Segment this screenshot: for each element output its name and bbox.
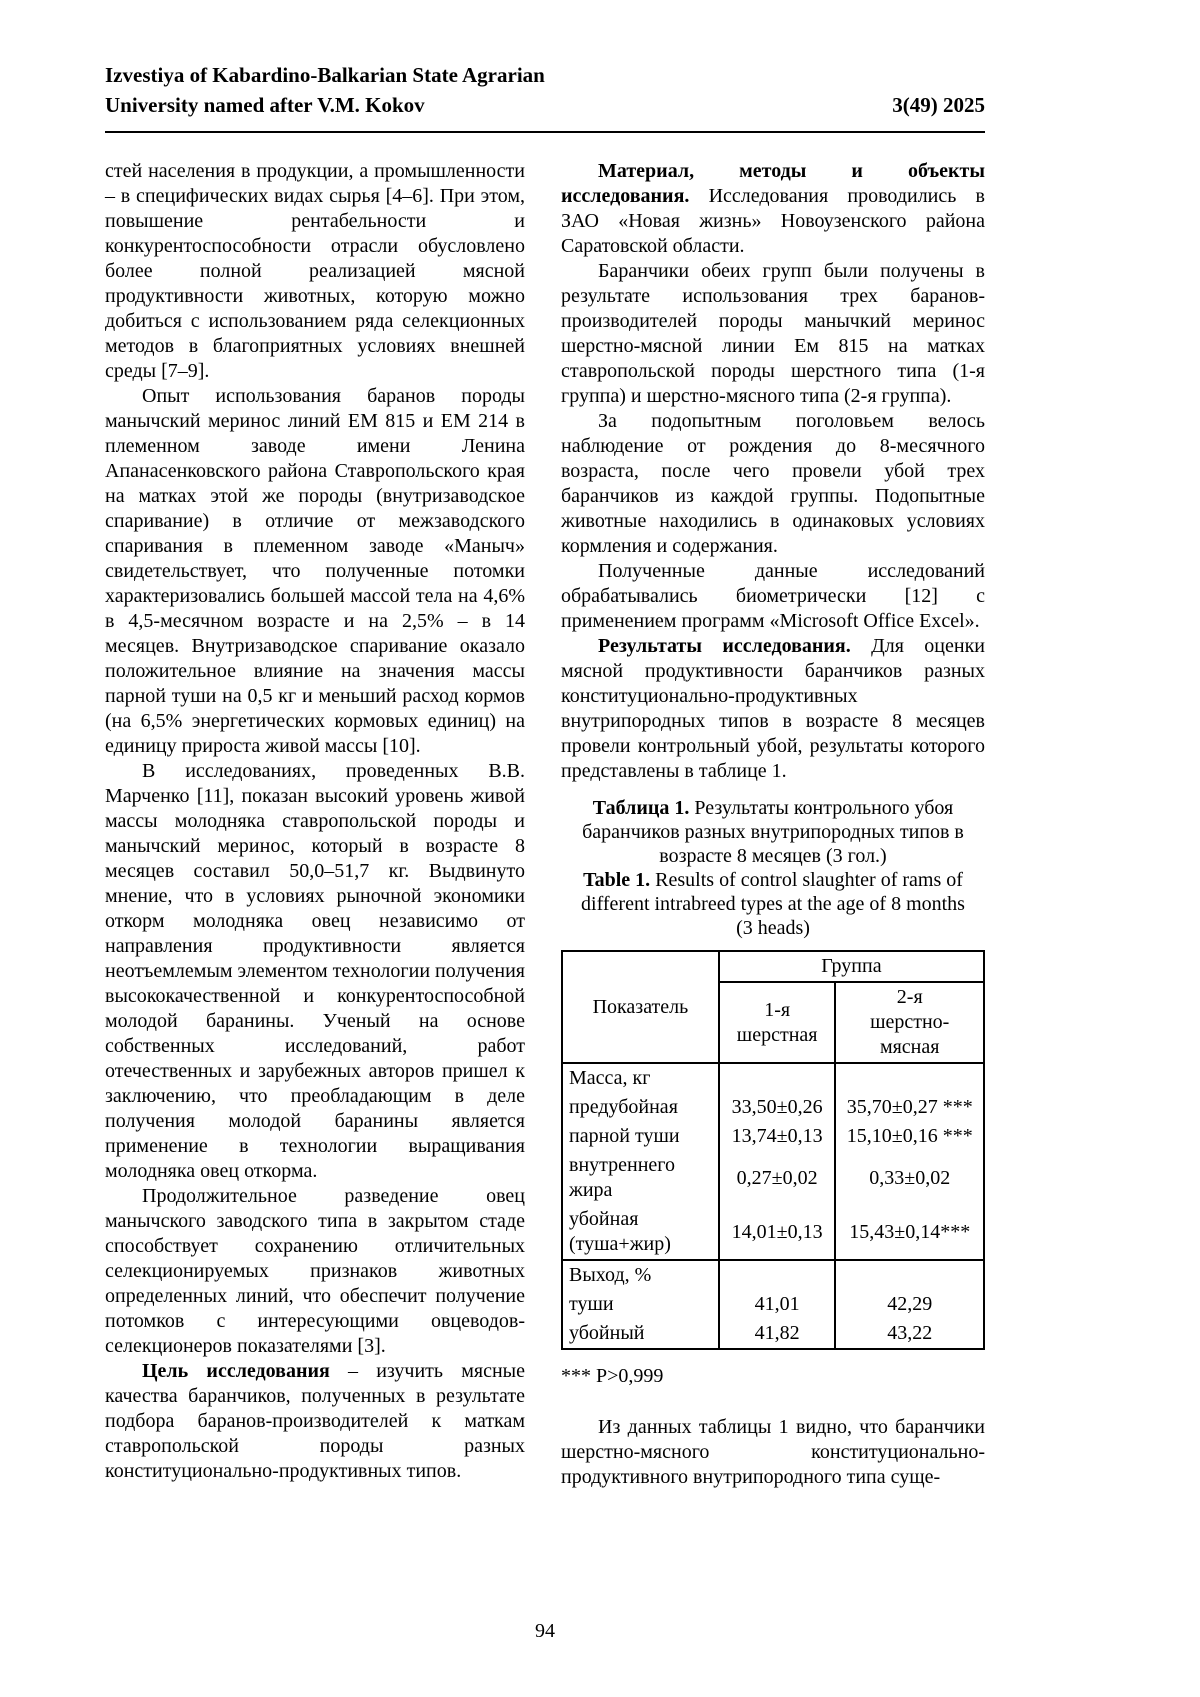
study-goal-lead: Цель исследования bbox=[142, 1360, 330, 1382]
page-number: 94 bbox=[535, 1620, 555, 1642]
empty-cell bbox=[719, 1260, 836, 1290]
right-column bbox=[561, 159, 985, 1490]
table-header-group: Группа bbox=[719, 951, 984, 982]
empty-cell bbox=[719, 1063, 836, 1093]
row-label: предубойная bbox=[569, 1096, 678, 1118]
paragraph-observation: За подопытным поголовьем велось наблюдение от рождения до 8-месячного возраста, после чего провели убой трех баранчиков из каждой группы. Подопытные животные находились в одинаковых условиях кормления и содержания. bbox=[561, 410, 985, 557]
row-value-group1: 13,74±0,13 bbox=[719, 1122, 836, 1151]
table-row-slaughter-mass bbox=[562, 1205, 984, 1260]
journal-title-line2: University named after V.M. Kokov bbox=[105, 93, 425, 117]
table-header-indicator: Показатель bbox=[562, 951, 719, 1063]
header-divider bbox=[105, 131, 985, 133]
section-title-yield: Выход, % bbox=[562, 1260, 719, 1290]
table-caption-en bbox=[578, 868, 968, 940]
table-caption-ru bbox=[578, 796, 968, 868]
paragraph-results bbox=[561, 634, 985, 784]
table-header-group-2: 2-я шерстно- мясная bbox=[835, 982, 984, 1063]
row-label: убойная (туша+жир) bbox=[569, 1208, 671, 1255]
paragraph-marchenko-research: В исследованиях, проведенных В.В. Марченко [11], показан высокий уровень живой массы молодняка ставропольской породы и манычский меринос, который в возрасте 8 месяцев составил 50,0–51,7 кг. Выдвинуто мнение, что в условиях рыночной экономики откорм молодняка овец независимо от направления продуктивности является неотъемлемым элементом технологии получения высококачественной и конкурентоспособной молодой баранины. Ученый на основе собственных исследований, работ отечественных и зарубежных авторов пришел к заключению, что преобладающим в деле получения молодой баранины является применение в технологии выращивания молодняка овец откорма. bbox=[105, 760, 525, 1182]
empty-cell bbox=[835, 1063, 984, 1093]
table-row-slaughter-yield bbox=[562, 1319, 984, 1349]
table-caption-ru-text: Результаты контрольного убоя баранчиков разных внутрипородных типов в возрасте 8 месяцев (3 гол.) bbox=[582, 797, 964, 867]
row-value-group1: 41,01 bbox=[719, 1290, 836, 1319]
row-value-group1: 0,27±0,02 bbox=[719, 1151, 836, 1205]
row-value-group1: 14,01±0,13 bbox=[719, 1205, 836, 1260]
section-title-mass: Масса, кг bbox=[569, 1067, 651, 1089]
row-label: туши bbox=[569, 1293, 614, 1315]
paragraph-materials-methods bbox=[561, 159, 985, 259]
row-value-group2: 35,70±0,27 *** bbox=[835, 1093, 984, 1122]
paragraph-breeding-experience: Опыт использования баранов породы манычский меринос линий ЕМ 815 и ЕМ 214 в племенном заводе имени Ленина Апанасенковского района Ставропольского края на матках этой же породы (внутризаводское спаривание) в отличие от межзаводского спаривания в племенном заводе «Маныч» свидетельствует, что полученные потомки характеризовались большей массой тела на 4,6% в 4,5-месячном возрасте и на 2,5% – в 14 месяцев. Внутризаводское спаривание оказало положительное влияние на значения массы парной туши на 0,5 кг и меньший расход кормов (на 6,5% энергетических кормовых единиц) на единицу прироста живой массы [10]. bbox=[105, 385, 525, 757]
two-column-body bbox=[105, 159, 985, 1490]
row-label: убойный bbox=[569, 1322, 645, 1344]
table-header-row-1 bbox=[562, 951, 984, 982]
table-row-internal-fat bbox=[562, 1151, 984, 1205]
row-value-group1: 41,82 bbox=[719, 1319, 836, 1349]
table-row-carcass bbox=[562, 1122, 984, 1151]
row-value-group2: 43,22 bbox=[835, 1319, 984, 1349]
row-value-group2: 15,43±0,14*** bbox=[835, 1205, 984, 1260]
page-content bbox=[105, 0, 985, 1490]
table-row-preslaughter bbox=[562, 1093, 984, 1122]
paragraph-long-breeding: Продолжительное разведение овец манычского заводского типа в закрытом стаде способствует сохранению отличительных селекционируемых признаков животных определенных линий, что обеспечит получение потомков с интересующими овцеводов-селекционеров показателями [3]. bbox=[105, 1185, 525, 1357]
row-value-group2: 42,29 bbox=[835, 1290, 984, 1319]
paragraph-groups-origin: Баранчики обеих групп были получены в результате использования трех баранов-производителей породы манычкий меринос шерстно-мясной линии Ем 815 на матках ставропольской породы шерстного типа (1-я группа) и шерстно-мясного типа (2-я группа). bbox=[561, 260, 985, 407]
results-table bbox=[561, 950, 985, 1350]
page-header bbox=[105, 0, 985, 133]
table-section-mass bbox=[562, 1063, 984, 1093]
journal-title-row bbox=[105, 90, 985, 120]
table-section-yield bbox=[562, 1260, 984, 1290]
empty-cell bbox=[835, 1260, 984, 1290]
results-text: Для оценки мясной продуктивности баранчиков разных конституционально-продуктивных внутрипородных типов в возрасте 8 месяцев провели контрольный убой, результаты которого представлены в таблице 1. bbox=[561, 635, 986, 782]
table-caption-ru-lead: Таблица 1. bbox=[592, 797, 690, 819]
table-header-group-1: 1-я шерстная bbox=[719, 982, 836, 1063]
row-value-group2: 0,33±0,02 bbox=[835, 1151, 984, 1205]
row-label: парной туши bbox=[569, 1125, 680, 1147]
journal-title-line1: Izvestiya of Kabardino-Balkarian State Agrarian bbox=[105, 63, 545, 87]
paragraph-table-discussion: Из данных таблицы 1 видно, что баранчики шерстно-мясного конституционально-продуктивного внутрипородного типа суще- bbox=[561, 1416, 985, 1488]
table-row-carcass-yield bbox=[562, 1290, 984, 1319]
paragraph-study-goal bbox=[105, 1359, 525, 1484]
paragraph-data-processing: Полученные данные исследований обрабатывались биометрически [12] с применением программ «Microsoft Office Excel». bbox=[561, 560, 985, 632]
row-value-group1: 33,50±0,26 bbox=[719, 1093, 836, 1122]
left-column bbox=[105, 159, 525, 1490]
materials-methods-lead: Материал, методы и объекты исследования. bbox=[561, 160, 985, 207]
paragraph-continuation: стей населения в продукции, а промышленности – в специфических видах сырья [4–6]. При этом, повышение рентабельности и конкурентоспособности отрасли обусловлено более полной реализацией мясной продуктивности животных, которую можно добиться с использованием ряда селекционных методов в благоприятных условиях внешней среды [7–9]. bbox=[105, 160, 525, 382]
row-value-group2: 15,10±0,16 *** bbox=[835, 1122, 984, 1151]
table-footnote: *** Р>0,999 bbox=[561, 1365, 664, 1387]
study-goal-text: – изучить мясные качества баранчиков, полученных в результате подбора баранов-производителей к маткам ставропольской породы разных конституционально-продуктивных типов. bbox=[105, 1360, 525, 1482]
table-caption-en-lead: Table 1. bbox=[583, 869, 651, 891]
issue-number: 3(49) 2025 bbox=[892, 93, 985, 117]
results-lead: Результаты исследования. bbox=[598, 635, 851, 657]
row-label: внутреннего жира bbox=[569, 1154, 675, 1201]
materials-methods-text: Исследования проводились в ЗАО «Новая жизнь» Новоузенского района Саратовской области. bbox=[561, 185, 985, 257]
table-caption-en-text: Results of control slaughter of rams of different intrabreed types at the age of 8 months (3 heads) bbox=[581, 869, 965, 939]
